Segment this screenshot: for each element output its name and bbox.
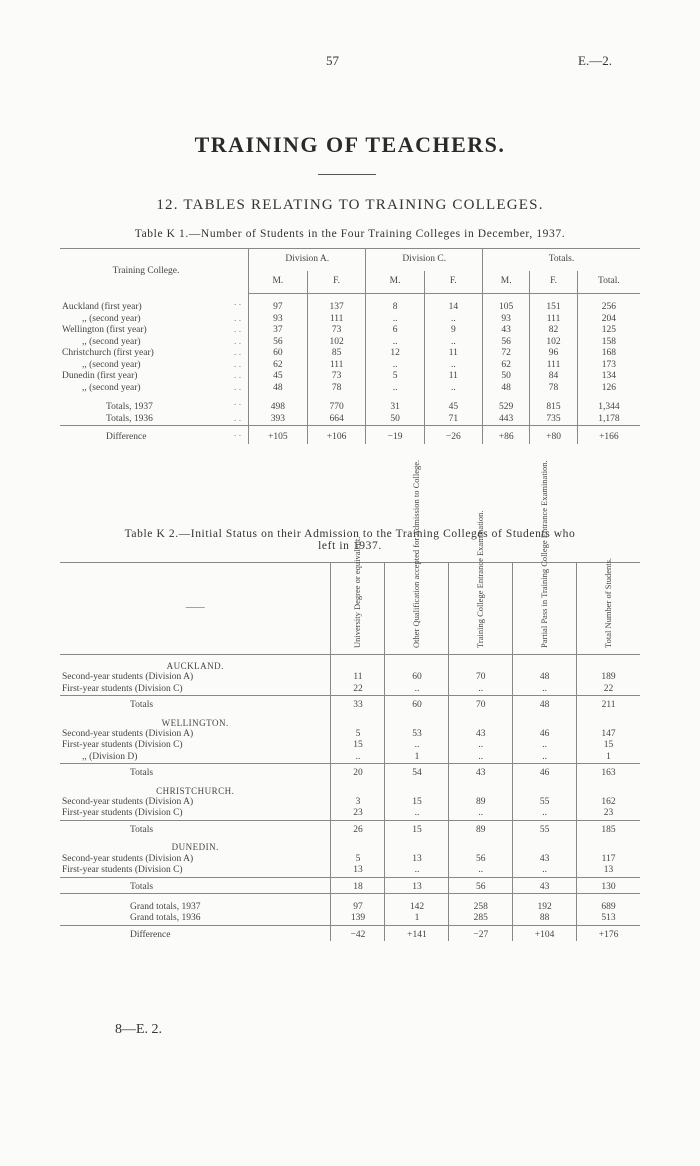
table1-cell: 60 [249,348,308,360]
table2-cell: 162 [577,797,640,808]
table2-cell: 1 [385,913,449,925]
table2-difference-row [60,925,640,941]
table1-cell: 73 [307,371,366,383]
table2-cell: 53 [385,729,449,740]
table2-cell: 18 [331,877,385,893]
table1-cell: 173 [577,360,640,372]
table2-cell: 89 [449,820,513,836]
table2-cell: 3 [331,797,385,808]
table1-cell: 12 [366,348,424,360]
table1-cell: 815 [530,394,577,414]
table2-row-label: Second-year students (Division A) [62,853,194,864]
table1-cell: 50 [482,371,529,383]
table1-header-college: Training College. [60,249,232,294]
table2-cell: .. [513,684,577,696]
table2-cell: .. [513,808,577,820]
table2-cell: 15 [577,740,640,751]
table2-cell: 46 [513,764,577,780]
table2-cell: 43 [513,854,577,865]
table1-cell: 62 [482,360,529,372]
table1-subheader: F. [424,271,482,294]
table1-subheader: Total. [577,271,640,294]
table1-cell: 1,178 [577,414,640,426]
table1-row: ,, (second year) . . 62 111 .. .. 62 111 173 [60,360,640,372]
table1-cell: 111 [307,360,366,372]
table2-totals-row [60,764,640,780]
table2-cell: 163 [577,764,640,780]
table2-header-other: Other Qualification accepted for Admission to College. [411,460,422,649]
table1-difference-row: Difference . . +105 +106 −19 −26 +86 +80 +166 [60,426,640,444]
table1-cell: 529 [482,394,529,414]
table2-section-heading: DUNEDIN. [171,842,219,853]
table1-totals-row: Totals, 1936 . . 393 664 50 71 443 735 1,178 [60,414,640,426]
table1-cell: .. [366,314,424,326]
table2-cell: .. [449,808,513,820]
table1-subheader: F. [307,271,366,294]
table2-row-label: Totals [130,768,154,779]
table1-cell: 48 [482,383,529,395]
table1-cell: 56 [482,337,529,349]
table2-cell: 147 [577,729,640,740]
table1-cell: 102 [530,337,577,349]
table1-cell: 770 [307,394,366,414]
table2-cell: 15 [385,797,449,808]
table1-cell: 102 [307,337,366,349]
table2-cell: .. [385,808,449,820]
section-subtitle: 12. TABLES RELATING TO TRAINING COLLEGES. [156,197,544,213]
table1-cell: 78 [307,383,366,395]
table1-row: Wellington (first year) . . 37 73 6 9 43 82 125 [60,325,640,337]
table2-row [60,865,640,877]
table2-cell: 43 [449,729,513,740]
table1-cell: 137 [307,294,366,314]
page-title: TRAINING OF TEACHERS. [194,132,506,157]
table2-cell: 55 [513,820,577,836]
table2-cell: −42 [331,925,385,941]
table1-cell: 85 [307,348,366,360]
table1-cell: 43 [482,325,529,337]
table1-cell: 71 [424,414,482,426]
table2-row [60,854,640,865]
table2-cell: 88 [513,913,577,925]
table2-cell: 192 [513,893,577,913]
table1-cell: +105 [249,426,308,444]
table1-cell: +86 [482,426,529,444]
table1-row-label: ,, (second year) [82,336,141,347]
table1-caption: Table K 1.—Number of Students in the Four Training Colleges in December, 1937. [134,228,566,240]
table2-row-label: Grand totals, 1936 [130,913,201,924]
table2-cell: .. [385,740,449,751]
table2-cell: 89 [449,797,513,808]
table2-grand-row [60,913,640,925]
table2-cell: 258 [449,893,513,913]
table2-cell: 33 [331,696,385,712]
table1-group-division-c: Division C. [366,249,483,272]
table2-cell: .. [449,865,513,877]
table1-cell: .. [366,337,424,349]
table1-cell: 498 [249,394,308,414]
table2-cell: 185 [577,820,640,836]
table1-row-label: ,, (second year) [82,359,141,370]
table1-cell: 31 [366,394,424,414]
table1-cell: .. [366,383,424,395]
table2-cell: .. [449,752,513,764]
table2-cell: −27 [449,925,513,941]
table2-cell: 43 [513,877,577,893]
table2-cell: 5 [331,854,385,865]
table2-cell: .. [385,865,449,877]
table2-cell: 13 [577,865,640,877]
table1-cell: 664 [307,414,366,426]
table1-cell: 134 [577,371,640,383]
table1-cell: 45 [249,371,308,383]
table1-cell: 84 [530,371,577,383]
table2-cell: 1 [385,752,449,764]
table2-cell: 60 [385,696,449,712]
table1-cell: 11 [424,348,482,360]
table1-subheader: M. [249,271,308,294]
table1-cell: .. [366,360,424,372]
table1-cell: 50 [366,414,424,426]
table1-row-label: Christchurch (first year) [62,348,154,358]
table2-cell: +104 [513,925,577,941]
table1-cell: +80 [530,426,577,444]
table2-cell: 70 [449,672,513,683]
table2-row [60,808,640,820]
table1-row: Christchurch (first year) . . 60 85 12 11 72 96 168 [60,348,640,360]
table2-totals-row [60,820,640,836]
table1-row-label: Difference [106,432,147,442]
page-footer: 8—E. 2. [115,1022,163,1037]
table2-cell: .. [513,865,577,877]
table2-cell: +141 [385,925,449,941]
table2-section-heading: CHRISTCHURCH. [156,785,235,796]
table1-row: Dunedin (first year) . . 45 73 5 11 50 84 134 [60,371,640,383]
table1-cell: 56 [249,337,308,349]
table1-totals-row: Totals, 1937 . . 498 770 31 45 529 815 1,344 [60,394,640,414]
table2-cell: .. [513,740,577,751]
table2-cell: 70 [449,696,513,712]
table1-cell: 8 [366,294,424,314]
table1-row: ,, (second year) . . 56 102 .. .. 56 102 158 [60,337,640,349]
title-rule [318,174,376,175]
table2-cell: 43 [449,764,513,780]
document-reference: E.—2. [578,53,612,68]
table1-cell: 93 [249,314,308,326]
table2-cell: 56 [449,877,513,893]
table2-cell: 689 [577,893,640,913]
table1-cell: 111 [307,314,366,326]
table2-row-label: ,, (Division D) [82,751,138,762]
table2-cell: 117 [577,854,640,865]
table2-row [60,797,640,808]
table1-cell: 48 [249,383,308,395]
table1-cell: 735 [530,414,577,426]
table2-cell: 22 [577,684,640,696]
table2-caption: Table K 2.—Initial Status on their Admission to the Training Colleges of Students who left in 1937. [124,528,576,552]
table1-subheader: F. [530,271,577,294]
table1-row: ,, (second year) . . 48 78 .. .. 48 78 126 [60,383,640,395]
table2-header-degree: University Degree or equivalent. [352,536,363,649]
table2-cell: 56 [449,854,513,865]
table2-row-label: First-year students (Division C) [62,740,183,751]
table1-group-division-a: Division A. [249,249,366,272]
table2-row [60,672,640,683]
table1-cell: 73 [307,325,366,337]
table2-section-heading: AUCKLAND. [166,661,224,671]
table2-header-blank: —— [60,563,331,655]
table2-row-label: Totals [130,700,154,711]
table1-cell: 96 [530,348,577,360]
table1-cell: .. [424,337,482,349]
table2-cell: 22 [331,684,385,696]
table2-row-label: Second-year students (Division A) [62,729,194,740]
table2-cell: 20 [331,764,385,780]
table2-row-label: Totals [130,881,154,892]
table1-cell: 78 [530,383,577,395]
table1-cell: +166 [577,426,640,444]
table1-cell: 6 [366,325,424,337]
table1-cell: 256 [577,294,640,314]
table2-row-label: Totals [130,824,154,835]
table2-row-label: First-year students (Division C) [62,683,183,694]
table2-cell: 139 [331,913,385,925]
table2-cell: 48 [513,696,577,712]
table2-row-label: Second-year students (Division A) [62,797,194,808]
table2-cell: 13 [331,865,385,877]
table1-cell: .. [424,383,482,395]
table1-cell: 14 [424,294,482,314]
table2-cell: .. [385,684,449,696]
table2-row [60,740,640,751]
table1-row-label: Wellington (first year) [62,325,147,335]
table1-cell: 93 [482,314,529,326]
table2-cell: 130 [577,877,640,893]
table1-cell: 1,344 [577,394,640,414]
table2-header-partial: Partial Pass in Training College Entrance Examination. [539,460,550,649]
table2-cell: 97 [331,893,385,913]
table2-row-label: First-year students (Division C) [62,808,183,819]
table1 [60,248,640,444]
table2-cell: 15 [331,740,385,751]
table1-cell: −26 [424,426,482,444]
table2-cell: 48 [513,672,577,683]
table2-cell: 513 [577,913,640,925]
table1-row-label: ,, (second year) [82,313,141,324]
table2-cell: +176 [577,925,640,941]
table2-cell: 13 [385,854,449,865]
table1-cell: 5 [366,371,424,383]
table2-cell: 15 [385,820,449,836]
table1-cell: 126 [577,383,640,395]
table2-row-label: First-year students (Division C) [62,865,183,876]
table2-cell: .. [449,740,513,751]
table2-cell: .. [449,684,513,696]
table2-totals-row [60,696,640,712]
table2-cell: 13 [385,877,449,893]
table1-subheader: M. [482,271,529,294]
table1-row-label: Dunedin (first year) [62,371,138,381]
table2-cell: 211 [577,696,640,712]
table2-section-heading: WELLINGTON. [161,717,229,728]
table1-cell: 62 [249,360,308,372]
table2-cell: 189 [577,672,640,683]
table1-cell: 168 [577,348,640,360]
table1-cell: 111 [530,314,577,326]
table2-cell: 285 [449,913,513,925]
table1-cell: 72 [482,348,529,360]
table2-header-total: Total Number of Students. [603,558,614,649]
table2-cell: 54 [385,764,449,780]
table2-cell: 55 [513,797,577,808]
table2-row-label: Grand totals, 1937 [130,901,201,912]
table1-group-totals: Totals. [482,249,640,272]
table1-row: ,, (second year) . . 93 111 .. .. 93 111 204 [60,314,640,326]
table2-row [60,729,640,740]
table1-cell: 9 [424,325,482,337]
table2-grand-row [60,893,640,913]
table2-header-entrance: Training College Entrance Examination. [475,510,486,649]
table1-cell: .. [424,360,482,372]
table1-cell: −19 [366,426,424,444]
table2-cell: 46 [513,729,577,740]
table1-cell: 11 [424,371,482,383]
table1-cell: 151 [530,294,577,314]
table2-cell: .. [331,752,385,764]
table1-cell: 105 [482,294,529,314]
table1-cell: 204 [577,314,640,326]
table1-row: Auckland (first year) . . 97 137 8 14 105 151 256 [60,294,640,314]
table2-cell: 1 [577,752,640,764]
table1-row-label: Totals, 1937 [106,402,153,412]
table1-cell: 82 [530,325,577,337]
table2-row-label: Second-year students (Division A) [62,672,194,683]
table1-cell: 111 [530,360,577,372]
table2-cell: 23 [577,808,640,820]
table2-totals-row [60,877,640,893]
table2-cell: .. [513,752,577,764]
table1-row-label: Totals, 1936 [106,413,153,424]
table2-cell: 26 [331,820,385,836]
table2-cell: 11 [331,672,385,683]
table1-row-label: Auckland (first year) [62,301,142,312]
table1-cell: 393 [249,414,308,426]
table1-row-label: ,, (second year) [82,382,141,393]
table1-cell: 45 [424,394,482,414]
table2-row-label: Difference [130,929,171,940]
table2-cell: 23 [331,808,385,820]
table2-cell: 60 [385,672,449,683]
page-number: 57 [326,53,339,68]
table1-subheader: M. [366,271,424,294]
table1-cell: +106 [307,426,366,444]
table1-cell: 125 [577,325,640,337]
table1-cell: .. [424,314,482,326]
table1-cell: 158 [577,337,640,349]
table1-cell: 443 [482,414,529,426]
table2-row [60,684,640,696]
table2-row [60,752,640,764]
table1-cell: 37 [249,325,308,337]
table2-cell: 142 [385,893,449,913]
table1-cell: 97 [249,294,308,314]
table2-cell: 5 [331,729,385,740]
